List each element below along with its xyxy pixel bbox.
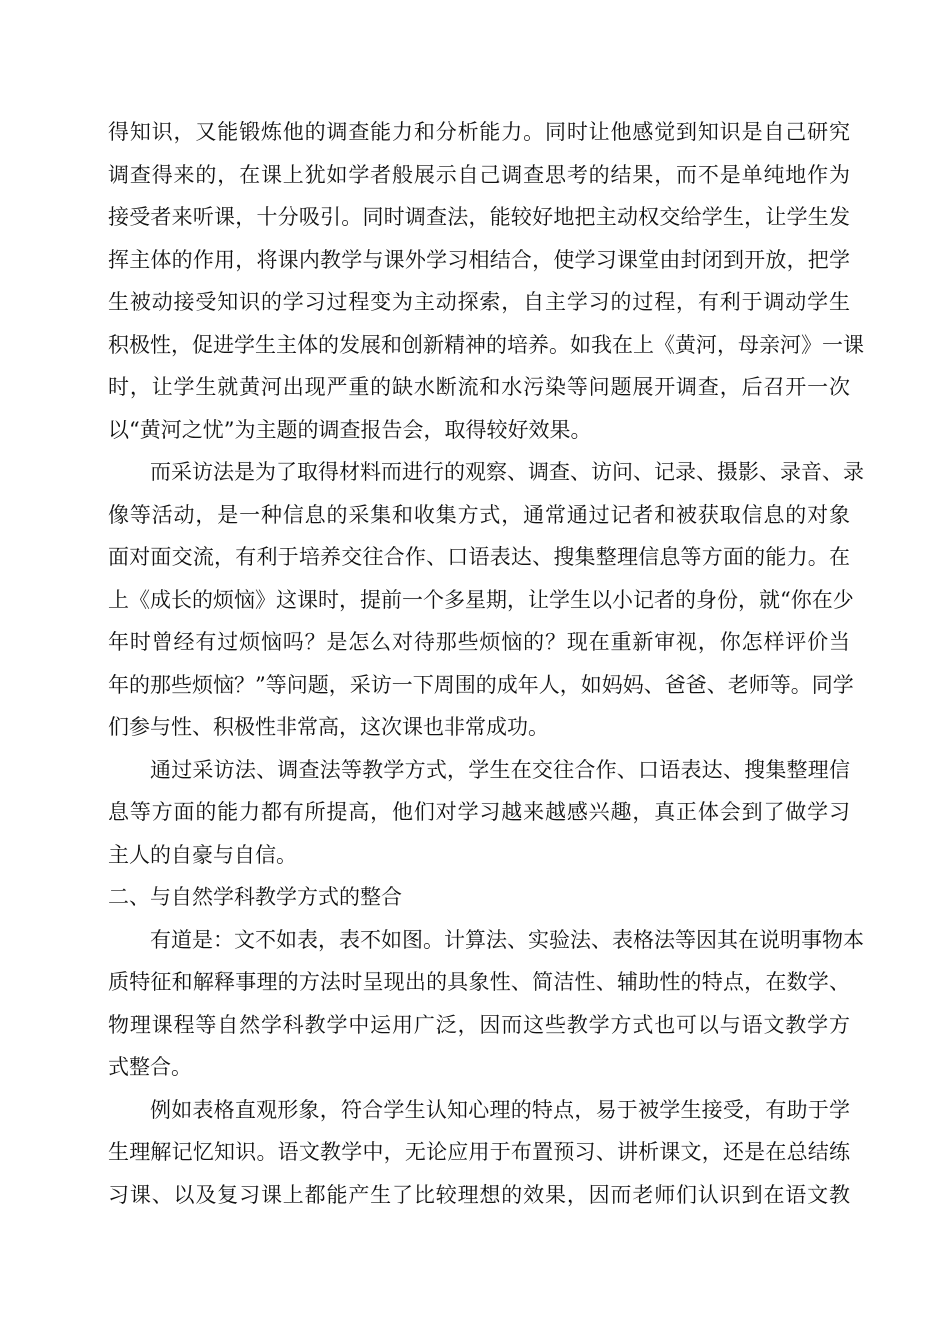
text-line: 们参与性、积极性非常高，这次课也非常成功。 (108, 715, 549, 739)
paragraph-first-line: 而采访法是为了取得材料而进行的观察、调查、访问、记录、摄影、录音、录 (150, 460, 864, 484)
text-line: 时，让学生就黄河出现严重的缺水断流和水污染等问题展开调查，后召开一次 (108, 375, 850, 399)
text-line: 上《成长的烦恼》这课时，提前一个多星期，让学生以小记者的身份，就“你在少 (108, 588, 854, 612)
text-line: 调查得来的，在课上犹如学者般展示自己调查思考的结果，而不是单纯地作为 (108, 163, 850, 187)
text-line: 年的那些烦恼？”等问题，采访一下周围的成年人，如妈妈、爸爸、老师等。同学 (108, 673, 854, 697)
text-line: 式整合。 (108, 1055, 192, 1079)
text-line: 物理课程等自然学科教学中运用广泛，因而这些教学方式也可以与语文教学方 (108, 1013, 850, 1037)
text-line: 质特征和解释事理的方法时呈现出的具象性、简洁性、辅助性的特点，在数学、 (108, 970, 850, 994)
text-line: 接受者来听课，十分吸引。同时调查法，能较好地把主动权交给学生，让学生发 (108, 205, 850, 229)
text-line: 以“黄河之忧”为主题的调查报告会，取得较好效果。 (108, 418, 592, 442)
text-line: 生理解记忆知识。语文教学中，无论应用于布置预习、讲析课文，还是在总结练 (108, 1140, 850, 1164)
paragraph-first-line: 有道是：文不如表，表不如图。计算法、实验法、表格法等因其在说明事物本 (150, 928, 864, 952)
text-line: 习课、以及复习课上都能产生了比较理想的效果，因而老师们认识到在语文教 (108, 1183, 850, 1207)
text-line: 像等活动，是一种信息的采集和收集方式，通常通过记者和被获取信息的对象 (108, 503, 850, 527)
paragraph-first-line: 例如表格直观形象，符合学生认知心理的特点，易于被学生接受，有助于学 (150, 1098, 850, 1122)
text-line: 挥主体的作用，将课内教学与课外学习相结合，使学习课堂由封闭到开放，把学 (108, 248, 850, 272)
section-heading: 二、与自然学科教学方式的整合 (108, 885, 402, 909)
text-line: 息等方面的能力都有所提高，他们对学习越来越感兴趣，真正体会到了做学习 (108, 800, 850, 824)
text-line: 生被动接受知识的学习过程变为主动探索，自主学习的过程，有利于调动学生 (108, 290, 850, 314)
text-line: 得知识，又能锻炼他的调查能力和分析能力。同时让他感觉到知识是自己研究 (108, 120, 850, 144)
text-line: 积极性，促进学生主体的发展和创新精神的培养。如我在上《黄河，母亲河》一课 (108, 333, 864, 357)
text-line: 面对面交流，有利于培养交往合作、口语表达、搜集整理信息等方面的能力。在 (108, 545, 850, 569)
paragraph-first-line: 通过采访法、调查法等教学方式，学生在交往合作、口语表达、搜集整理信 (150, 758, 850, 782)
text-line: 主人的自豪与自信。 (108, 843, 297, 867)
text-line: 年时曾经有过烦恼吗？是怎么对待那些烦恼的？现在重新审视，你怎样评价当 (108, 630, 850, 654)
